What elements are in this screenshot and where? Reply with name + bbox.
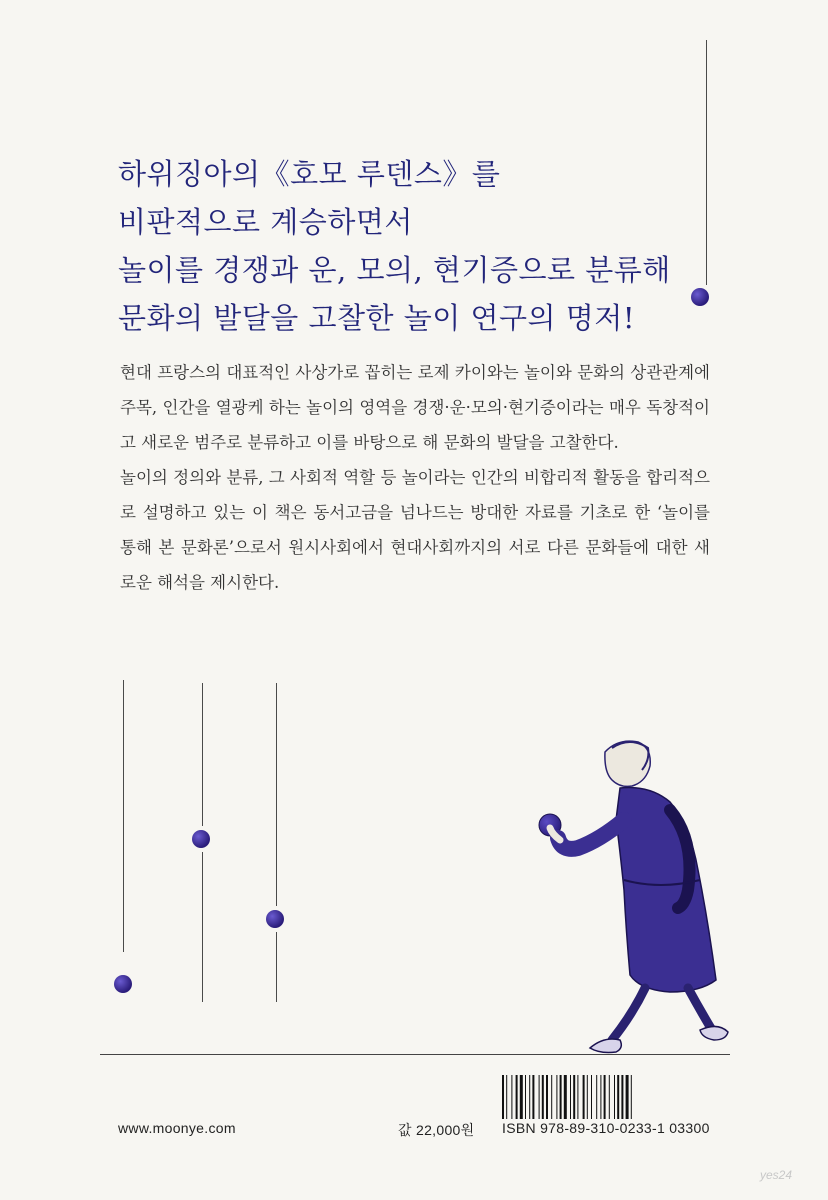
barcode-bar	[520, 1075, 523, 1119]
watermark: yes24	[760, 1168, 793, 1182]
barcode-bar	[564, 1075, 567, 1119]
description-paragraph-1: 현대 프랑스의 대표적인 사상가로 꼽히는 로제 카이와는 놀이와 문화의 상관관계에 주목, 인간을 열광케 하는 놀이의 영역을 경쟁·운·모의·현기증이라는 매우 독창적이고 새로운 범주로 분류하고 이를 바탕으로 해 문화의 발달을 고찰한다.	[120, 363, 710, 452]
description-paragraph-2: 놀이의 정의와 분류, 그 사회적 역할 등 놀이라는 인간의 비합리적 활동을 합리적으로 설명하고 있는 이 책은 동서고금을 넘나드는 방대한 자료를 기초로 한 ‘놀이를 통해 본 문화론’으로서 원시사회에서 현대사회까지의 서로 다른 문화들에 대한 새로운 해석을 제시한다.	[120, 468, 710, 592]
barcode-bar	[609, 1075, 610, 1119]
barcode-bar	[587, 1075, 588, 1119]
barcode-bar	[614, 1075, 615, 1119]
barcode-bar	[560, 1075, 562, 1119]
barcode-bar	[539, 1075, 540, 1119]
hanging-line-3	[276, 683, 277, 906]
barcode-bar	[532, 1075, 534, 1119]
website: www.moonye.com	[118, 1120, 236, 1136]
barcode-bar	[617, 1075, 619, 1119]
barcode-bar	[604, 1075, 606, 1119]
barcode-bar	[596, 1075, 597, 1119]
headline-line-3: 놀이를 경쟁과 운, 모의, 현기증으로 분류해	[118, 253, 671, 287]
ball-2	[192, 830, 210, 848]
bottom-rule	[100, 1054, 730, 1055]
hanging-line-1	[123, 680, 124, 952]
headline	[118, 150, 738, 342]
hanging-line-2b	[202, 852, 203, 1002]
barcode-bar	[551, 1075, 552, 1119]
barcode-bar	[583, 1075, 585, 1119]
juggler-illustration	[520, 730, 750, 1070]
barcode-bar	[573, 1075, 575, 1119]
barcode-bar	[502, 1075, 504, 1119]
barcode-bar	[621, 1075, 623, 1119]
barcode-bar	[570, 1075, 571, 1119]
hanging-line-2	[202, 683, 203, 826]
headline-line-4: 문화의 발달을 고찰한 놀이 연구의 명저!	[118, 301, 635, 335]
barcode-bar	[626, 1075, 629, 1119]
barcode-bar	[546, 1075, 548, 1119]
barcode-bar	[529, 1075, 530, 1119]
ball-3	[266, 910, 284, 928]
price: 값 22,000원	[398, 1122, 475, 1138]
barcode-bar	[600, 1075, 601, 1119]
headline-line-2: 비판적으로 계승하면서	[118, 205, 413, 239]
barcode-bar	[591, 1075, 592, 1119]
barcode-bar	[556, 1075, 557, 1119]
hanging-line-3b	[276, 932, 277, 1002]
barcode-bar	[542, 1075, 544, 1119]
barcode-bar	[577, 1075, 578, 1119]
barcode-bar	[631, 1075, 632, 1119]
isbn: ISBN 978-89-310-0233-1 03300	[502, 1120, 710, 1136]
headline-line-1: 하위징아의《호모 루덴스》를	[118, 157, 501, 191]
description	[120, 355, 710, 600]
barcode-bar	[506, 1075, 507, 1119]
barcode-bar	[511, 1075, 512, 1119]
ball-1	[114, 975, 132, 993]
barcode-bar	[516, 1075, 518, 1119]
barcode-bar	[525, 1075, 526, 1119]
